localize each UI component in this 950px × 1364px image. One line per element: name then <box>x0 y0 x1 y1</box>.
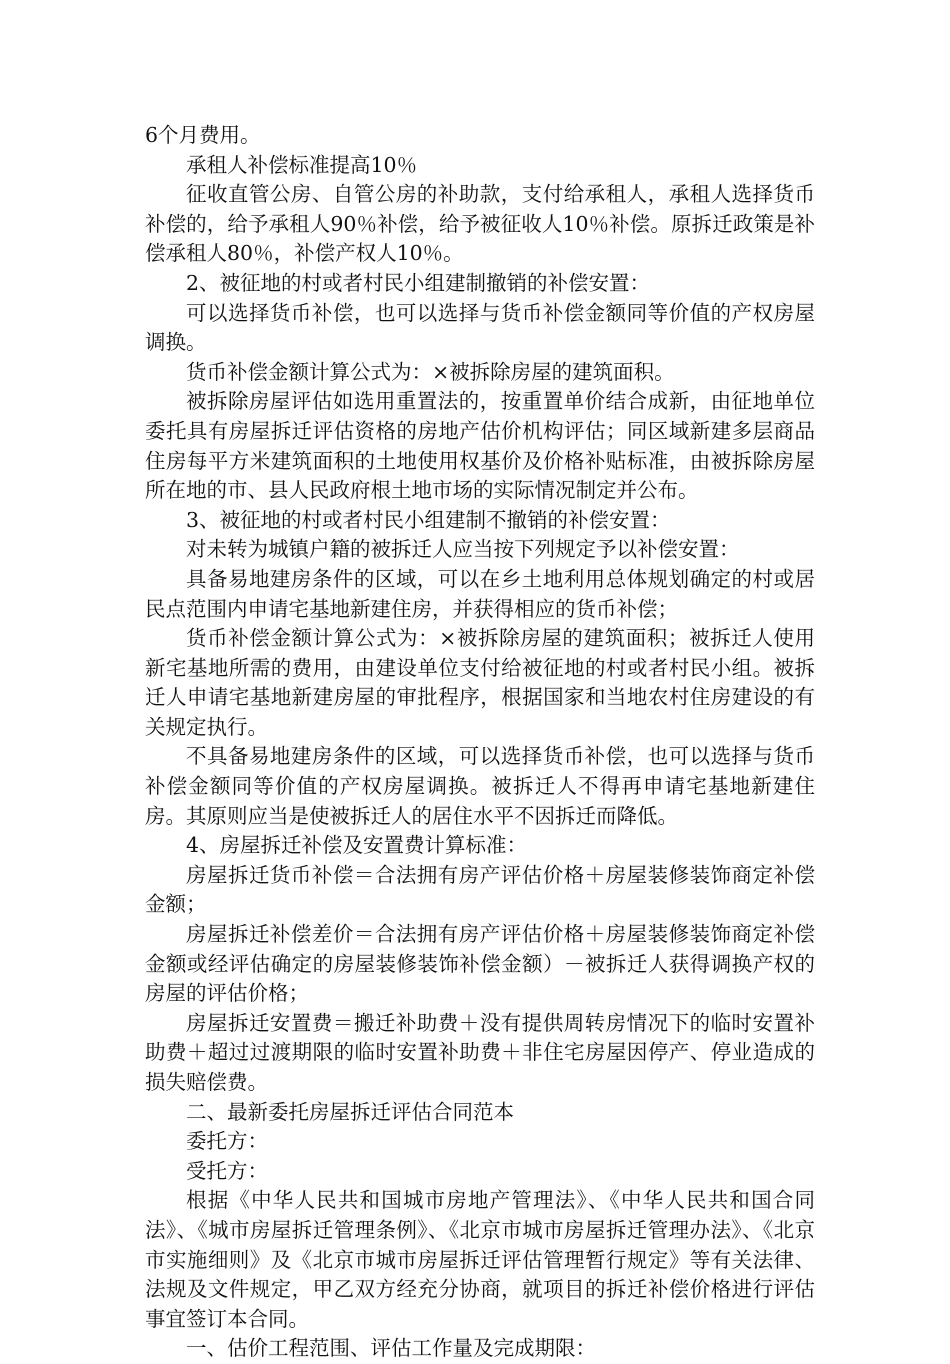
contract-party-label: 委托方： <box>186 1129 268 1154</box>
section-heading: 3、被征地的村或者村民小组建制不撤销的补偿安置： <box>186 507 671 532</box>
paragraph: 房屋拆迁安置费＝搬迁补助费＋没有提供周转房情况下的临时安置补助费＋超过过渡期限的临时安置补助费＋非住宅房屋因停产、停业造成的损失赔偿费。 <box>145 1010 815 1094</box>
paragraph: 货币补偿金额计算公式为：×被拆除房屋的建筑面积；被拆迁人使用新宅基地所需的费用，由建设单位支付给被征地的村或者村民小组。被拆迁人申请宅基地新建房屋的审批程序，根据国家和当地农村住房建设的有关规定执行。 <box>145 626 815 739</box>
paragraph: 房屋拆迁货币补偿＝合法拥有房产评估价格＋房屋装修装饰商定补偿金额； <box>145 862 815 917</box>
section-heading: 二、最新委托房屋拆迁评估合同范本 <box>186 1099 514 1124</box>
section-heading: 4、房屋拆迁补偿及安置费计算标准： <box>186 833 528 858</box>
paragraph: 被拆除房屋评估如选用重置法的，按重置单价结合成新，由征地单位委托具有房屋拆迁评估资格的房地产估价机构评估；同区域新建多层商品住房每平方米建筑面积的土地使用权基价及价格补贴标准，由被拆除房屋所在地的市、县人民政府根土地市场的实际情况制定并公布。 <box>145 389 815 503</box>
paragraph: 征收直管公房、自管公房的补助款，支付给承租人，承租人选择货币补偿的，给予承租人90％补偿，给予被征收人10％补偿。原拆迁政策是补偿承租人80％，补偿产权人10％。 <box>145 182 815 266</box>
paragraph: 对未转为城镇户籍的被拆迁人应当按下列规定予以补偿安置： <box>186 537 740 562</box>
paragraph: 6个月费用。 <box>145 123 261 147</box>
paragraph: 可以选择货币补偿，也可以选择与货币补偿金额同等价值的产权房屋调换。 <box>145 300 815 355</box>
document-body <box>145 121 815 1364</box>
section-heading: 一、估价工程范围、评估工作量及完成期限： <box>186 1336 596 1361</box>
contract-party-label: 受托方： <box>186 1158 268 1183</box>
paragraph: 具备易地建房条件的区域，可以在乡土地利用总体规划确定的村或居民点范围内申请宅基地新建住房，并获得相应的货币补偿； <box>145 566 815 621</box>
section-heading: 2、被征地的村或者村民小组建制撤销的补偿安置： <box>186 270 651 295</box>
paragraph: 货币补偿金额计算公式为：×被拆除房屋的建筑面积。 <box>186 359 675 384</box>
paragraph: 根据《中华人民共和国城市房地产管理法》、《中华人民共和国合同法》、《城市房屋拆迁管理条例》、《北京市城市房屋拆迁管理办法》、《北京市实施细则》及《北京市城市房屋拆迁评估管理暂行规定》等有关法律、法规及文件规定，甲乙双方经充分协商，就项目的拆迁补偿价格进行评估事宜签订本合同。 <box>145 1188 815 1331</box>
paragraph: 不具备易地建房条件的区域，可以选择货币补偿，也可以选择与货币补偿金额同等价值的产权房屋调换。被拆迁人不得再申请宅基地新建住房。其原则应当是使被拆迁人的居住水平不因拆迁而降低。 <box>145 744 815 828</box>
paragraph: 承租人补偿标准提高10％ <box>186 152 418 177</box>
paragraph: 房屋拆迁补偿差价＝合法拥有房产评估价格＋房屋装修装饰商定补偿金额或经评估确定的房屋装修装饰补偿金额）－被拆迁人获得调换产权的房屋的评估价格； <box>145 922 815 1006</box>
